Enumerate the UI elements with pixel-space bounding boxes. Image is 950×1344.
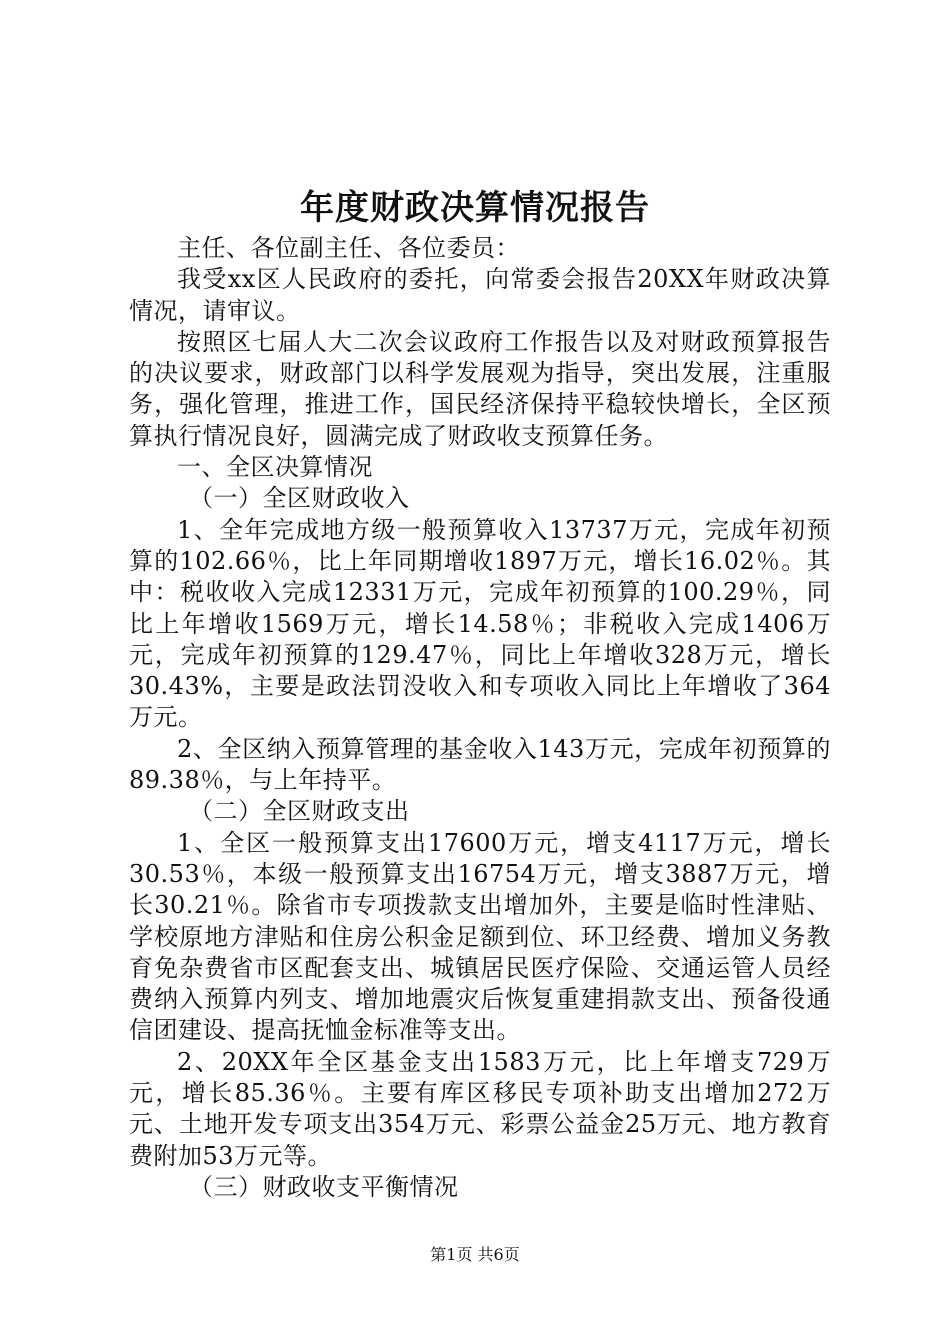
revenue-paragraph: 1、全年完成地方级一般预算收入13737万元，完成年初预算的102.66％，比上年同期增收1897万元，增长16.02％。其中：税收收入完成12331万元，完成年初预算的100.29％，同比上年增收1569万元，增长14.58％；非税收入完成1406万元，完成年初预算的129.47％，同比上年增收328万元，增长30.43%，主要是政法罚没收入和专项收入同比上年增收了364万元。 (129, 515, 831, 732)
fund-expenditure-paragraph: 2、20XX年全区基金支出1583万元，比上年增支729万元，增长85.36％。主要有库区移民专项补助支出增加272万元、土地开发专项支出354万元、彩票公益金25万元、地方教育费附加53万元等。 (129, 1047, 831, 1170)
document-title: 年度财政决算情况报告 (300, 188, 650, 228)
subsection-heading: （二）全区财政支出 (189, 797, 410, 826)
salutation-paragraph: 主任、各位副主任、各位委员： (177, 234, 520, 262)
section-heading: 一、全区决算情况 (177, 453, 373, 482)
document-body (129, 233, 831, 1203)
expenditure-paragraph: 1、全区一般预算支出17600万元，增支4117万元，增长30.53％，本级一般预算支出16754万元，增支3887万元，增长30.21％。除省市专项拨款支出增加外，主要是临时性津贴、学校原地方津贴和住房公积金足额到位、环卫经费、增加义务教育免杂费省市区配套支出、城镇居民医疗保险、交通运管人员经费纳入预算内列支、增加地震灾后恢复重建捐款支出、预备役通信团建设、提高抚恤金标准等支出。 (129, 828, 831, 1045)
subsection-heading: （三）财政收支平衡情况 (189, 1172, 459, 1201)
intro-paragraph: 我受xx区人民政府的委托，向常委会报告20XX年财政决算情况，请审议。 (129, 265, 831, 325)
page-number: 第1页 共6页 (430, 1245, 520, 1264)
overview-paragraph: 按照区七届人大二次会议政府工作报告以及对财政预算报告的决议要求，财政部门以科学发展观为指导，突出发展，注重服务，强化管理，推进工作，国民经济保持平稳较快增长，全区预算执行情况良好，圆满完成了财政收支预算任务。 (129, 327, 831, 450)
fund-revenue-paragraph: 2、全区纳入预算管理的基金收入143万元，完成年初预算的89.38％，与上年持平。 (129, 734, 831, 795)
subsection-heading: （一）全区财政收入 (189, 484, 410, 513)
